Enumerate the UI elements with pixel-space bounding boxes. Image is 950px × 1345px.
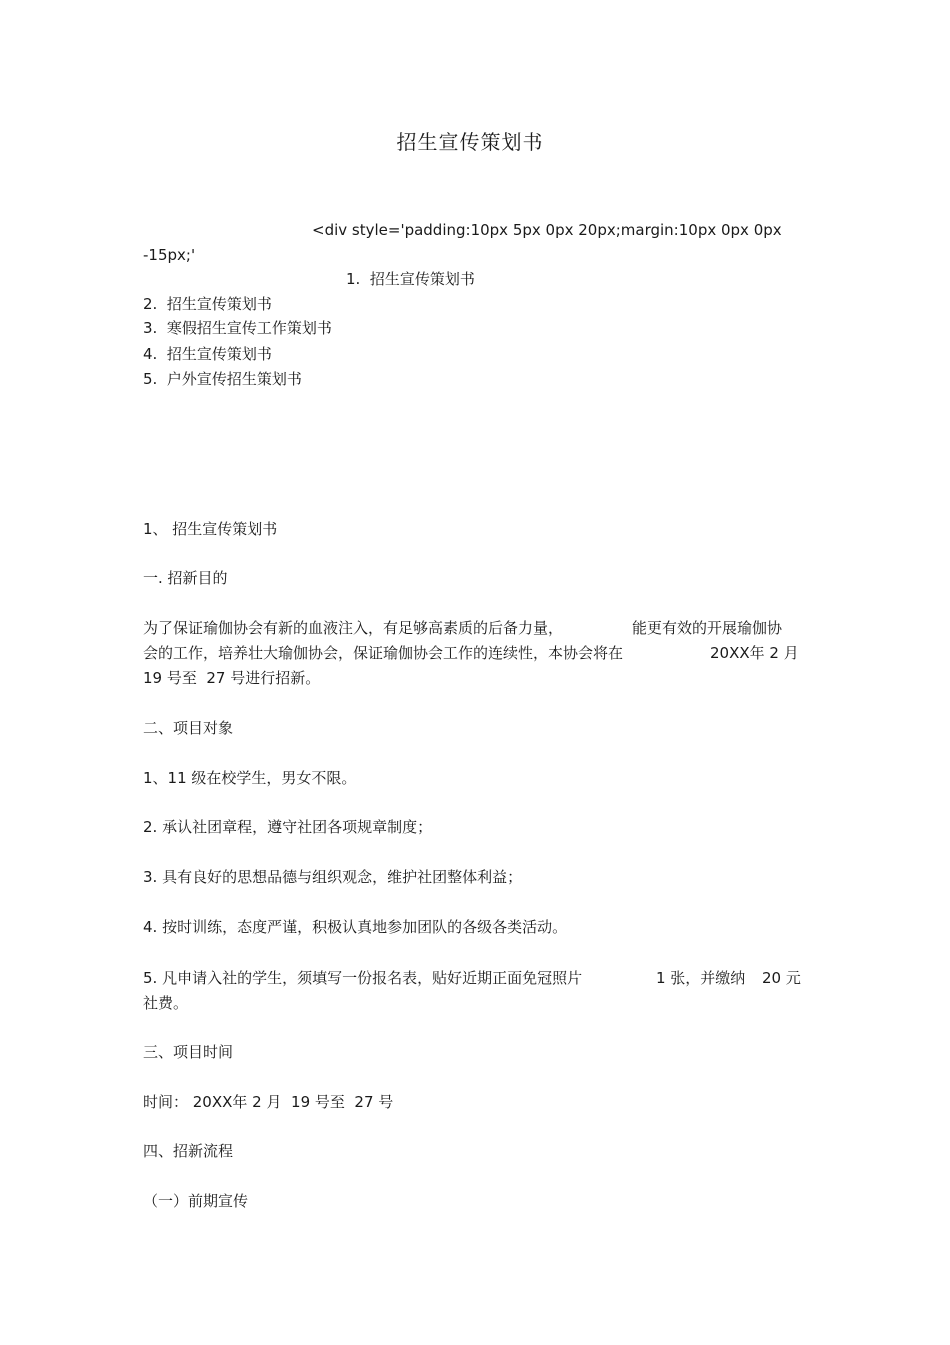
section-heading: 1、 招生宣传策划书 bbox=[143, 520, 278, 538]
toc-item-4: 4. 招生宣传策划书 bbox=[143, 345, 272, 363]
target-item-5a: 5. 凡申请入社的学生，须填写一份报名表，贴好近期正面免冠照片 bbox=[143, 969, 583, 987]
target-item-4: 4. 按时训练，态度严谨，积极认真地参加团队的各级各类活动。 bbox=[143, 918, 568, 936]
purpose-line-1b: 能更有效的开展瑜伽协 bbox=[632, 619, 783, 637]
target-item-5d: 社费。 bbox=[143, 994, 189, 1012]
code-line-1: <div style='padding:10px 5px 0px 20px;margin:10px 0px 0px bbox=[312, 221, 782, 239]
toc-item-1: 1. 招生宣传策划书 bbox=[346, 270, 475, 288]
target-item-1: 1、11 级在校学生，男女不限。 bbox=[143, 769, 357, 787]
heading-promo: （一）前期宣传 bbox=[143, 1192, 249, 1210]
target-item-5b: 1 张，并缴纳 bbox=[656, 969, 746, 987]
purpose-line-2a: 会的工作，培养壮大瑜伽协会，保证瑜伽协会工作的连续性，本协会将在 bbox=[143, 644, 624, 662]
heading-target: 二、项目对象 bbox=[143, 719, 234, 737]
purpose-line-3: 19 号至 27 号进行招新。 bbox=[143, 669, 321, 687]
heading-process: 四、招新流程 bbox=[143, 1142, 234, 1160]
purpose-line-1a: 为了保证瑜伽协会有新的血液注入，有足够高素质的后备力量， bbox=[143, 619, 564, 637]
toc-item-5: 5. 户外宣传招生策划书 bbox=[143, 370, 302, 388]
purpose-line-2b: 20XX年 2 月 bbox=[710, 644, 799, 662]
code-line-2: -15px;' bbox=[143, 246, 196, 264]
target-item-5c: 20 元 bbox=[762, 969, 801, 987]
time-line: 时间： 20XX年 2 月 19 号至 27 号 bbox=[143, 1093, 394, 1111]
document-title: 招生宣传策划书 bbox=[396, 130, 544, 154]
toc-item-3: 3. 寒假招生宣传工作策划书 bbox=[143, 319, 332, 337]
heading-time: 三、项目时间 bbox=[143, 1043, 234, 1061]
toc-item-2: 2. 招生宣传策划书 bbox=[143, 295, 272, 313]
target-item-2: 2. 承认社团章程，遵守社团各项规章制度； bbox=[143, 818, 433, 836]
heading-purpose: 一. 招新目的 bbox=[143, 569, 228, 587]
target-item-3: 3. 具有良好的思想品德与组织观念，维护社团整体利益； bbox=[143, 868, 523, 886]
